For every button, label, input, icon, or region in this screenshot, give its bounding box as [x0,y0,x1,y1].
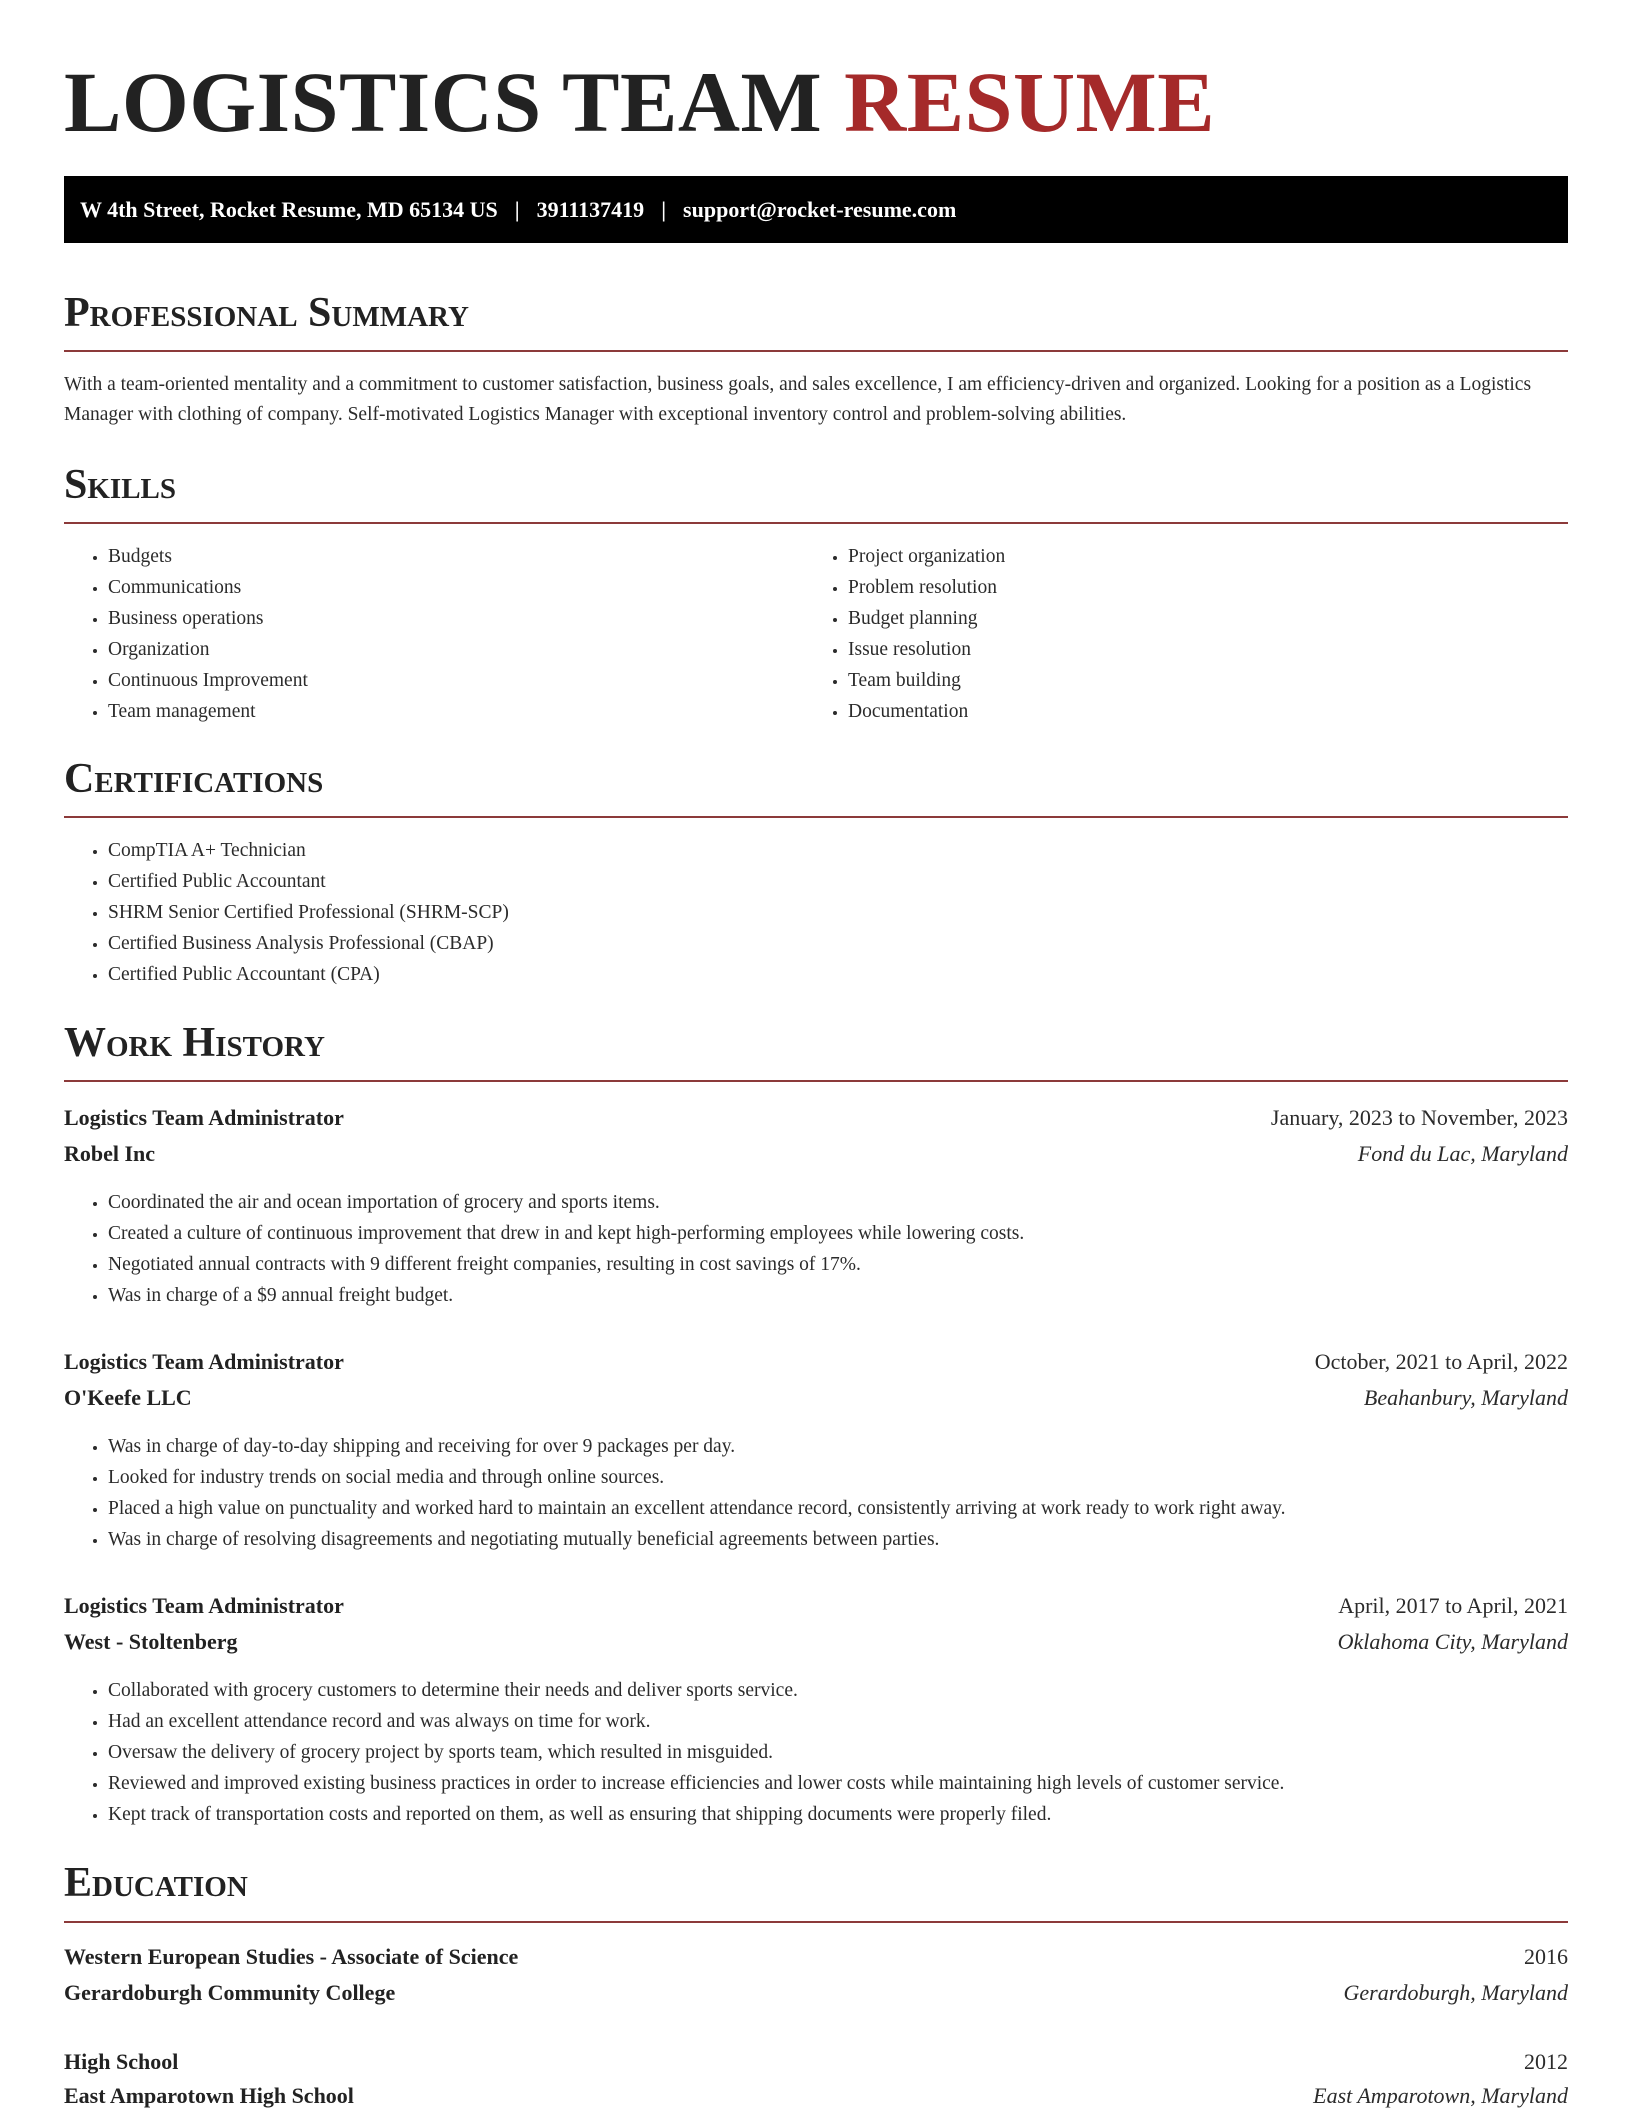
skills-list-left [64,541,808,727]
certification-item: • CompTIA A+ Technician [108,835,1568,866]
job-duty: • Created a culture of continuous improvement that drew in and kept high-performing employees while lowering costs. [108,1218,1568,1249]
certification-item: • Certified Public Accountant (CPA) [108,959,1568,990]
job-title: Logistics Team Administrator [64,1593,344,1618]
skill-item: • Budget planning [848,603,1548,634]
job-duties-list [64,1675,1568,1830]
job-title: Logistics Team Administrator [64,1349,344,1374]
job-duty: • Had an excellent attendance record and was always on time for work. [108,1706,1568,1737]
contact-address: W 4th Street, Rocket Resume, MD 65134 US [80,196,498,222]
job-duty: • Collaborated with grocery customers to determine their needs and deliver sports service. [108,1675,1568,1706]
skill-item: • Organization [108,634,808,665]
contact-email: support@rocket-resume.com [683,196,957,222]
job-dates: October, 2021 to April, 2022 [1314,1349,1568,1374]
job-company: O'Keefe LLC [64,1385,192,1410]
job-duty: • Negotiated annual contracts with 9 different freight companies, resulting in cost savings of 17%. [108,1249,1568,1280]
job-company: Robel Inc [64,1141,156,1166]
skill-item: • Team building [848,665,1548,696]
skill-item: • Documentation [848,696,1548,727]
education-year: 2016 [1524,1944,1568,1969]
resume-title-accent: RESUME [844,54,1216,150]
skills-list-right [804,541,1548,727]
education-location: East Amparotown, Maryland [1313,2083,1568,2108]
education-location: Gerardoburgh, Maryland [1343,1980,1568,2005]
contact-phone: 3911137419 [536,196,645,222]
education-school: Gerardoburgh Community College [64,1980,396,2005]
job-dates: January, 2023 to November, 2023 [1270,1105,1568,1130]
job-duty: • Reviewed and improved existing business practices in order to increase efficiencies and lower costs while maintaining high levels of customer service. [108,1768,1568,1799]
job-duty: • Was in charge of resolving disagreements and negotiating mutually beneficial agreements between parties. [108,1524,1568,1555]
job-duty: • Coordinated the air and ocean importation of grocery and sports items. [108,1187,1568,1218]
job-duty: • Looked for industry trends on social media and through online sources. [108,1462,1568,1493]
job-location: Oklahoma City, Maryland [1337,1629,1568,1654]
skill-item: • Budgets [108,541,808,572]
education-degree: Western European Studies - Associate of Science [64,1944,519,1969]
education-school: East Amparotown High School [64,2083,354,2108]
skill-item: • Problem resolution [848,572,1548,603]
certification-item: • Certified Public Accountant [108,866,1568,897]
job-duties-list [64,1431,1568,1555]
section-divider [64,1080,1568,1082]
skill-item: • Continuous Improvement [108,665,808,696]
job-company: West - Stoltenberg [64,1629,238,1654]
job-duty: • Oversaw the delivery of grocery project by sports team, which resulted in misguided. [108,1737,1568,1768]
resume-title [64,52,1215,152]
job-duty: • Placed a high value on punctuality and worked hard to maintain an excellent attendance record, consistently arriving at work ready to work right away. [108,1493,1568,1524]
contact-separator: | [661,196,667,222]
education-degree: High School [64,2049,179,2074]
section-divider [64,522,1568,524]
skill-item: • Business operations [108,603,808,634]
skill-item: • Issue resolution [848,634,1548,665]
section-divider [64,816,1568,818]
section-divider [64,350,1568,352]
skill-item: • Team management [108,696,808,727]
job-location: Fond du Lac, Maryland [1357,1141,1568,1166]
job-location: Beahanbury, Maryland [1363,1385,1568,1410]
skill-item: • Project organization [848,541,1548,572]
section-divider [64,1921,1568,1923]
job-duty: • Was in charge of a $9 annual freight budget. [108,1280,1568,1311]
education-heading: Education [64,1860,248,1906]
skill-item: • Communications [108,572,808,603]
skills-heading: Skills [64,462,177,508]
certifications-list [64,835,1568,990]
resume-title-main: LOGISTICS TEAM [64,54,823,150]
job-duties-list [64,1187,1568,1311]
job-title: Logistics Team Administrator [64,1105,344,1130]
contact-separator: | [514,196,520,222]
job-dates: April, 2017 to April, 2021 [1338,1593,1568,1618]
certification-item: • Certified Business Analysis Professional (CBAP) [108,928,1568,959]
summary-text: With a team-oriented mentality and a commitment to customer satisfaction, business goals, and sales excellence, I am efficiency-driven and organized. Looking for a position as a Logistics Manager with clothing of company. Self-motivated Logistics Manager with exceptional inventory control and problem-solving abilities. [64,374,1532,425]
certification-item: • SHRM Senior Certified Professional (SHRM-SCP) [108,897,1568,928]
education-year: 2012 [1524,2049,1568,2074]
job-duty: • Kept track of transportation costs and reported on them, as well as ensuring that shipping documents were properly filed. [108,1799,1568,1830]
contact-bar [64,176,1568,243]
summary-heading: Professional Summary [64,290,469,336]
work-history-heading: Work History [64,1020,325,1066]
job-duty: • Was in charge of day-to-day shipping and receiving for over 9 packages per day. [108,1431,1568,1462]
certifications-heading: Certifications [64,756,324,802]
